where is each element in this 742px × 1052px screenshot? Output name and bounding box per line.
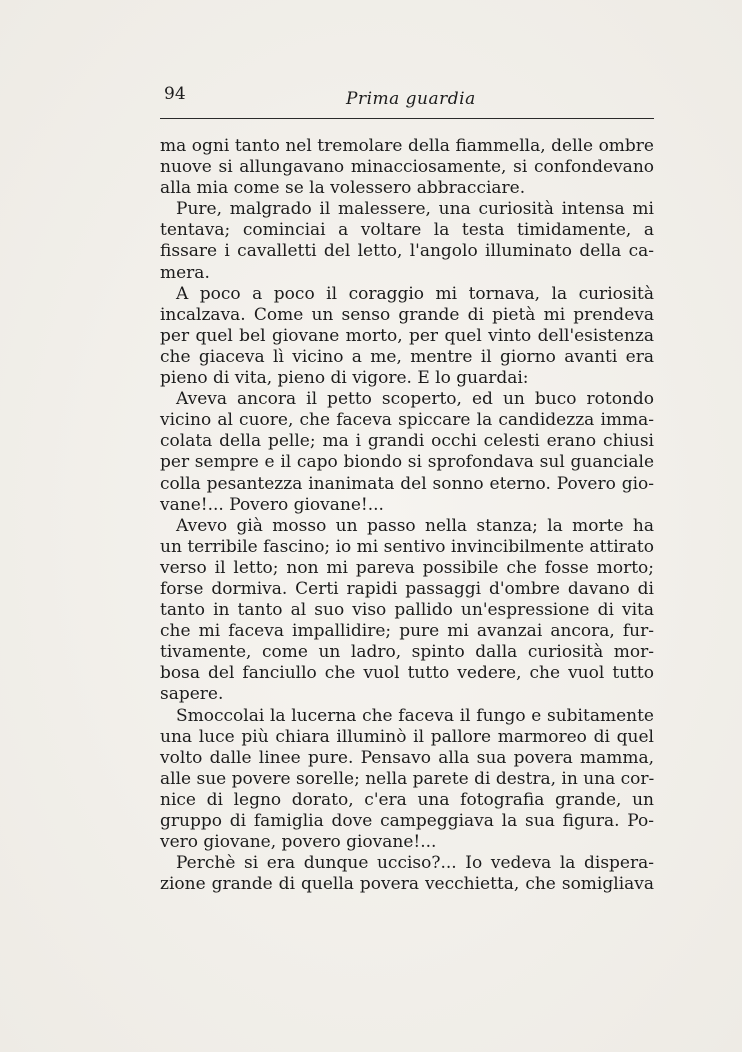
text-line: nuove si allungavano minacciosamente, si confondevano xyxy=(160,157,654,178)
text-line: fissare i cavalletti del letto, l'angolo illuminato della ca- xyxy=(160,241,654,262)
text-line: zione grande di quella povera vecchietta, che somigliava xyxy=(160,874,654,895)
text-line: pieno di vita, pieno di vigore. E lo guardai: xyxy=(160,368,529,389)
text-line: Avevo già mosso un passo nella stanza; la morte ha xyxy=(176,515,654,536)
text-line: vane!... Povero giovane!... xyxy=(160,494,384,515)
text-line: per quel bel giovane morto, per quel vinto dell'esistenza xyxy=(160,325,654,346)
text-line: Pure, malgrado il malessere, una curiosità intensa mi xyxy=(176,199,654,220)
text-line: tentava; cominciai a voltare la testa timidamente, a xyxy=(160,220,654,241)
text-line: Perchè si era dunque ucciso?... Io vedeva la dispera- xyxy=(176,853,654,874)
page-header xyxy=(160,84,654,114)
page-number: 94 xyxy=(164,84,186,104)
text-line: ma ogni tanto nel tremolare della fiammella, delle ombre xyxy=(160,136,654,156)
header-rule xyxy=(160,118,654,119)
text-line: forse dormiva. Certi rapidi passaggi d'ombre davano di xyxy=(160,578,654,599)
text-line: vero giovane, povero giovane!... xyxy=(160,832,437,853)
text-line: sapere. xyxy=(160,684,224,705)
text-line: incalzava. Come un senso grande di pietà mi prendeva xyxy=(160,304,654,325)
text-line: colata della pelle; ma i grandi occhi celesti erano chiusi xyxy=(160,431,654,452)
text-line: alle sue povere sorelle; nella parete di destra, in una cor- xyxy=(160,768,655,789)
text-line: alla mia come se la volessero abbracciare. xyxy=(160,178,526,199)
text-line: che giaceva lì vicino a me, mentre il giorno avanti era xyxy=(160,346,654,367)
text-line: vicino al cuore, che faceva spiccare la candidezza imma- xyxy=(160,410,654,431)
running-title: Prima guardia xyxy=(346,89,476,109)
text-line: tivamente, come un ladro, spinto dalla curiosità mor- xyxy=(160,642,654,663)
text-line: una luce più chiara illuminò il pallore marmoreo di quel xyxy=(160,726,654,747)
text-line: tanto in tanto al suo viso pallido un'espressione di vita xyxy=(160,600,654,621)
body-text xyxy=(160,136,654,895)
text-line: che mi faceva impallidire; pure mi avanzai ancora, fur- xyxy=(160,621,654,642)
text-line: per sempre e il capo biondo si sprofondava sul guanciale xyxy=(160,452,654,473)
text-line: verso il letto; non mi pareva possibile che fosse morto; xyxy=(160,557,654,578)
text-line: nice di legno dorato, c'era una fotografia grande, un xyxy=(160,789,654,810)
text-line: Smoccolai la lucerna che faceva il fungo e subitamente xyxy=(176,705,654,726)
text-line: bosa del fanciullo che vuol tutto vedere, che vuol tutto xyxy=(160,663,654,684)
text-line: gruppo di famiglia dove campeggiava la sua figura. Po- xyxy=(160,811,654,831)
text-line: A poco a poco il coraggio mi tornava, la curiosità xyxy=(176,283,654,304)
text-line: colla pesantezza inanimata del sonno eterno. Povero gio- xyxy=(160,473,654,494)
text-line: un terribile fascino; io mi sentivo invincibilmente attirato xyxy=(160,536,654,557)
text-line: mera. xyxy=(160,262,210,283)
text-line: Aveva ancora il petto scoperto, ed un buco rotondo xyxy=(176,389,654,410)
text-line: volto dalle linee pure. Pensavo alla sua povera mamma, xyxy=(160,747,654,768)
